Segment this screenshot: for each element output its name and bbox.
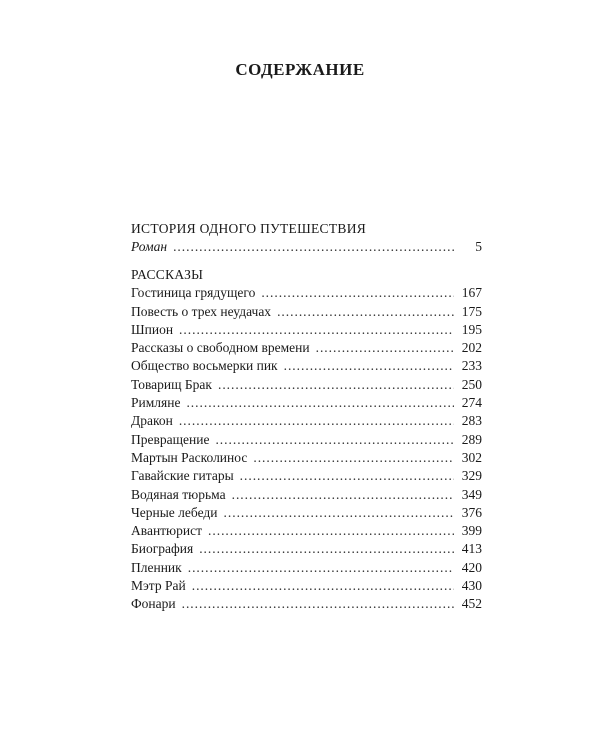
toc-entry-page: 175 [461,303,482,319]
toc-entry [131,522,482,540]
toc-entry [131,412,482,430]
toc-entry-title: Гостиница грядущего [131,285,256,301]
section-gap [131,256,482,266]
dot-leader [192,577,454,595]
toc-entry-page: 250 [461,376,482,392]
toc-entry-page: 195 [461,321,482,337]
toc-entry [131,357,482,375]
toc-entry [131,284,482,302]
toc-entry [131,540,482,558]
toc-entry-title: Биография [131,541,194,557]
toc-entry-page: 376 [461,504,482,520]
part-heading-novel: ИСТОРИЯ ОДНОГО ПУТЕШЕСТВИЯ [131,221,367,236]
toc-entry-title: Водяная тюрьма [131,486,226,502]
toc-entry-page: 202 [461,340,482,356]
toc-entry-title: Фонари [131,596,176,612]
toc-entry-title: Римляне [131,395,181,411]
toc-entry-title: Пленник [131,559,182,575]
toc-entry-page: 452 [461,596,482,612]
toc-entry-title: Рассказы о свободном времени [131,340,310,356]
toc-entry [131,431,482,449]
toc-entry-title: Повесть о трех неудачах [131,303,272,319]
toc-entry-title: Товарищ Брак [131,376,212,392]
dot-leader [215,431,454,449]
toc-entry-title: Превращение [131,431,210,447]
toc-entry [131,559,482,577]
toc-entry-novel [131,238,482,256]
dot-leader [186,394,454,412]
dot-leader [277,303,454,321]
toc-entry [131,595,482,613]
toc-entry-title: Роман [131,239,168,254]
toc-entry [131,394,482,412]
dot-leader [179,321,454,339]
dot-leader [224,504,454,522]
toc-entry [131,504,482,522]
dot-leader [218,376,454,394]
toc-entry [131,321,482,339]
toc-entry-page: 167 [461,285,482,301]
toc-entry-page: 302 [461,449,482,465]
part-heading-stories: РАССКАЗЫ [131,267,204,283]
dot-leader [208,522,454,540]
toc-entry-title: Мартын Расколинос [131,449,248,465]
toc-entry [131,376,482,394]
toc-entry-title: Гавайские гитары [131,468,234,484]
dot-leader [173,238,454,256]
toc-entry-title: Авантюрист [131,523,203,539]
toc-entry-page: 349 [461,486,482,502]
toc-entry [131,467,482,485]
toc-entry [131,303,482,321]
toc-entry-page: 329 [461,468,482,484]
toc-entry-page: 274 [461,395,482,411]
table-of-contents [131,220,482,614]
toc-entry-page: 413 [461,541,482,557]
toc-entry-page: 420 [461,559,482,575]
stories-list [131,284,482,613]
toc-entry-title: Общество восьмерки пик [131,358,278,374]
dot-leader [261,284,454,302]
dot-leader [253,449,454,467]
dot-leader [232,486,454,504]
dot-leader [182,595,454,613]
dot-leader [316,339,454,357]
toc-entry-title: Мэтр Рай [131,578,186,594]
toc-entry-page: 5 [475,239,482,254]
toc-entry-page: 399 [461,523,482,539]
dot-leader [179,412,454,430]
toc-entry [131,486,482,504]
dot-leader [240,467,454,485]
dot-leader [188,559,454,577]
toc-entry-title: Черные лебеди [131,504,218,520]
toc-entry [131,577,482,595]
page-title: СОДЕРЖАНИЕ [235,60,365,79]
dot-leader [199,540,454,558]
toc-entry-page: 430 [461,578,482,594]
toc-entry [131,339,482,357]
toc-entry-title: Дракон [131,413,173,429]
toc-entry-page: 283 [461,413,482,429]
dot-leader [284,357,454,375]
toc-entry-title: Шпион [131,321,174,337]
toc-entry-page: 233 [461,358,482,374]
toc-entry [131,449,482,467]
toc-entry-page: 289 [461,431,482,447]
